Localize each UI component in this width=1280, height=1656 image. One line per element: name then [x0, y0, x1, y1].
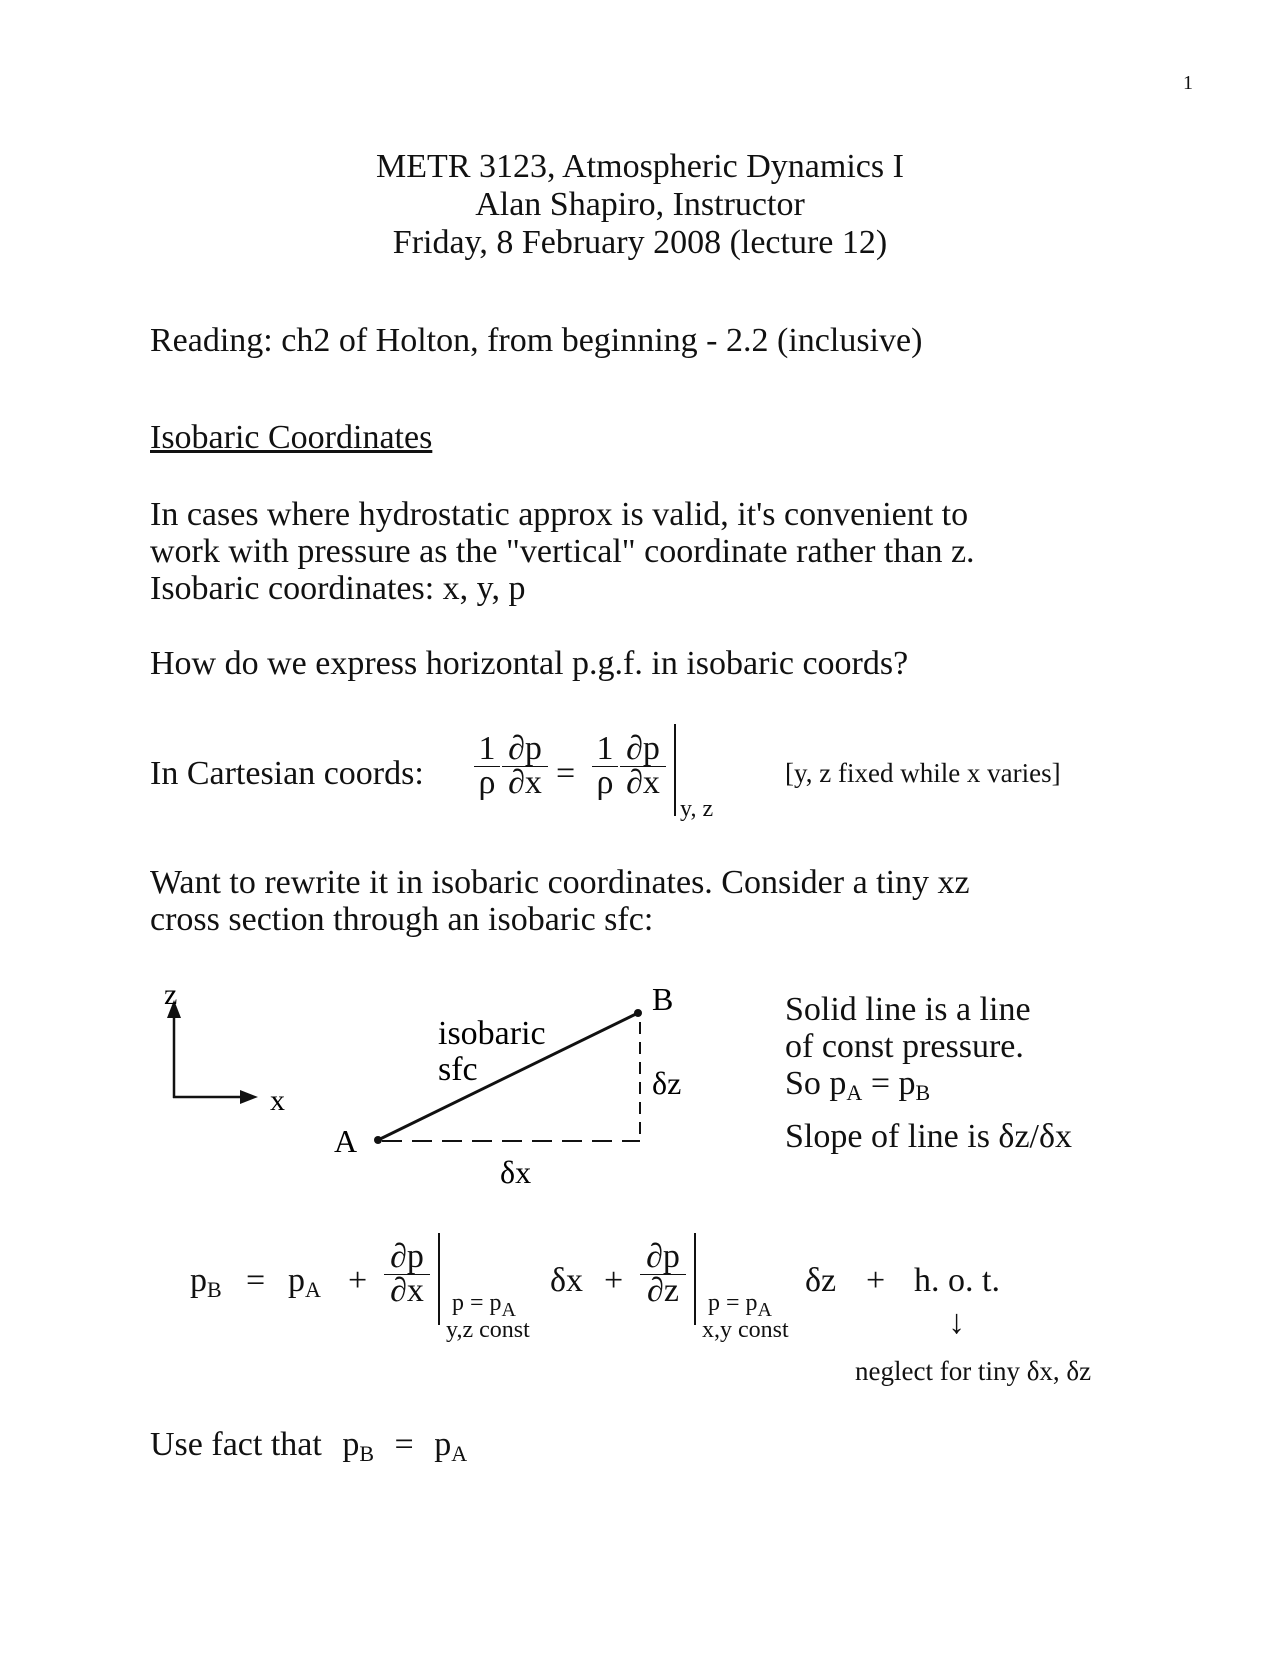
neglect-note: neglect for tiny δx, δz	[855, 1356, 1092, 1386]
diagram-note-line2: of const pressure.	[785, 1028, 1024, 1065]
condition-text: p = p	[708, 1290, 758, 1316]
intro-line: In cases where hydrostatic approx is valid, it's convenient to	[150, 496, 969, 533]
const-note-2: x,y const	[702, 1317, 789, 1343]
cartesian-note: [y, z fixed while x varies]	[785, 758, 1061, 788]
denominator-rho: ρ	[596, 764, 614, 801]
denominator-dx: ∂x	[508, 764, 542, 801]
taylor-plus-2: +	[604, 1262, 624, 1299]
rewrite-line: Want to rewrite it in isobaric coordinates. Consider a tiny xz	[150, 864, 970, 901]
fraction-one-over-rho	[474, 732, 500, 799]
use-fact-pa	[434, 1426, 468, 1466]
reading-line: Reading: ch2 of Holton, from beginning - 2.2 (inclusive)	[150, 322, 923, 359]
note-p-b: = p	[862, 1065, 916, 1102]
cartesian-label: In Cartesian coords:	[150, 755, 424, 792]
subscript-a: A	[451, 1441, 468, 1466]
intro-paragraph	[150, 496, 975, 607]
numerator-dp: ∂p	[502, 732, 548, 767]
symbol-p: p	[342, 1426, 360, 1463]
intro-line: Isobaric coordinates: x, y, p	[150, 570, 526, 607]
line-label-sfc: sfc	[438, 1051, 478, 1088]
lecture-date: Friday, 8 February 2008 (lecture 12)	[392, 224, 888, 261]
question-line: How do we express horizontal p.g.f. in isobaric coords?	[150, 645, 909, 682]
use-fact-pb	[342, 1426, 374, 1466]
rewrite-paragraph	[150, 864, 970, 938]
subscript-b: B	[207, 1277, 222, 1302]
note-p-a: So p	[785, 1065, 847, 1102]
use-fact-line	[150, 1426, 467, 1472]
isobaric-cross-section-diagram	[140, 980, 760, 1190]
numerator-dp: ∂p	[640, 1240, 686, 1275]
symbol-p: p	[288, 1262, 305, 1299]
axes-icon	[167, 1000, 258, 1104]
point-b-dot	[634, 1009, 642, 1017]
slope-note: Slope of line is δz/δx	[785, 1118, 1073, 1155]
point-a-dot	[374, 1136, 382, 1144]
taylor-equals: =	[246, 1262, 266, 1299]
fraction-one-over-rho-2	[592, 732, 618, 799]
fraction-dp-dx-2	[620, 732, 666, 799]
fraction-dp-dz-taylor	[640, 1240, 686, 1307]
taylor-plus-3: +	[866, 1262, 886, 1299]
evaluation-bar-2	[694, 1233, 696, 1325]
diagram-note-line3	[785, 1065, 930, 1111]
condition-text: p = p	[452, 1290, 502, 1316]
numerator-dp: ∂p	[384, 1240, 430, 1275]
numerator: 1	[592, 732, 618, 767]
section-title: Isobaric Coordinates	[150, 419, 433, 456]
denominator-dx: ∂x	[626, 764, 660, 801]
taylor-lhs-pb	[190, 1262, 222, 1303]
subscript-b: B	[359, 1441, 374, 1466]
numerator: 1	[474, 732, 500, 767]
instructor-line: Alan Shapiro, Instructor	[475, 186, 805, 223]
rewrite-line: cross section through an isobaric sfc:	[150, 901, 654, 938]
z-axis-label: z	[164, 980, 178, 1011]
taylor-pa	[288, 1262, 321, 1303]
line-label-isobaric: isobaric	[438, 1015, 546, 1052]
note-sub-b: B	[915, 1080, 931, 1105]
denominator-dx: ∂x	[390, 1272, 424, 1309]
down-arrow-icon: ↓	[948, 1304, 965, 1341]
denominator-dz: ∂z	[647, 1272, 679, 1309]
use-fact-equals: =	[394, 1426, 414, 1463]
evaluation-subscript: y, z	[680, 796, 714, 822]
symbol-p: p	[190, 1262, 207, 1299]
point-b-label: B	[652, 981, 674, 1017]
taylor-delta-z: δz	[805, 1262, 837, 1299]
higher-order-terms: h. o. t.	[914, 1262, 1000, 1299]
subscript-a: A	[305, 1277, 321, 1302]
point-a-label: A	[334, 1123, 358, 1159]
delta-z-label: δz	[652, 1065, 682, 1101]
evaluation-bar-1	[438, 1233, 440, 1325]
evaluation-bar	[674, 724, 676, 816]
page-number: 1	[1183, 72, 1193, 94]
taylor-plus-1: +	[348, 1262, 368, 1299]
condition-sub: A	[757, 1299, 772, 1321]
denominator-rho: ρ	[478, 764, 496, 801]
taylor-delta-x: δx	[550, 1262, 584, 1299]
x-arrow-icon	[240, 1090, 258, 1104]
x-axis-label: x	[270, 1084, 285, 1117]
use-fact-prefix: Use fact that	[150, 1426, 322, 1463]
const-note-1: y,z const	[446, 1317, 530, 1343]
fraction-dp-dx-taylor	[384, 1240, 430, 1307]
course-title: METR 3123, Atmospheric Dynamics I	[376, 148, 904, 185]
numerator-dp: ∂p	[620, 732, 666, 767]
equals-sign: =	[556, 755, 576, 792]
diagram-note-line1: Solid line is a line	[785, 991, 1031, 1028]
lecture-header	[0, 148, 1280, 262]
symbol-p: p	[434, 1426, 452, 1463]
delta-x-label: δx	[500, 1154, 532, 1190]
note-sub-a: A	[846, 1080, 863, 1105]
fraction-dp-dx	[502, 732, 548, 799]
condition-sub: A	[501, 1299, 516, 1321]
intro-line: work with pressure as the "vertical" coordinate rather than z.	[150, 533, 975, 570]
